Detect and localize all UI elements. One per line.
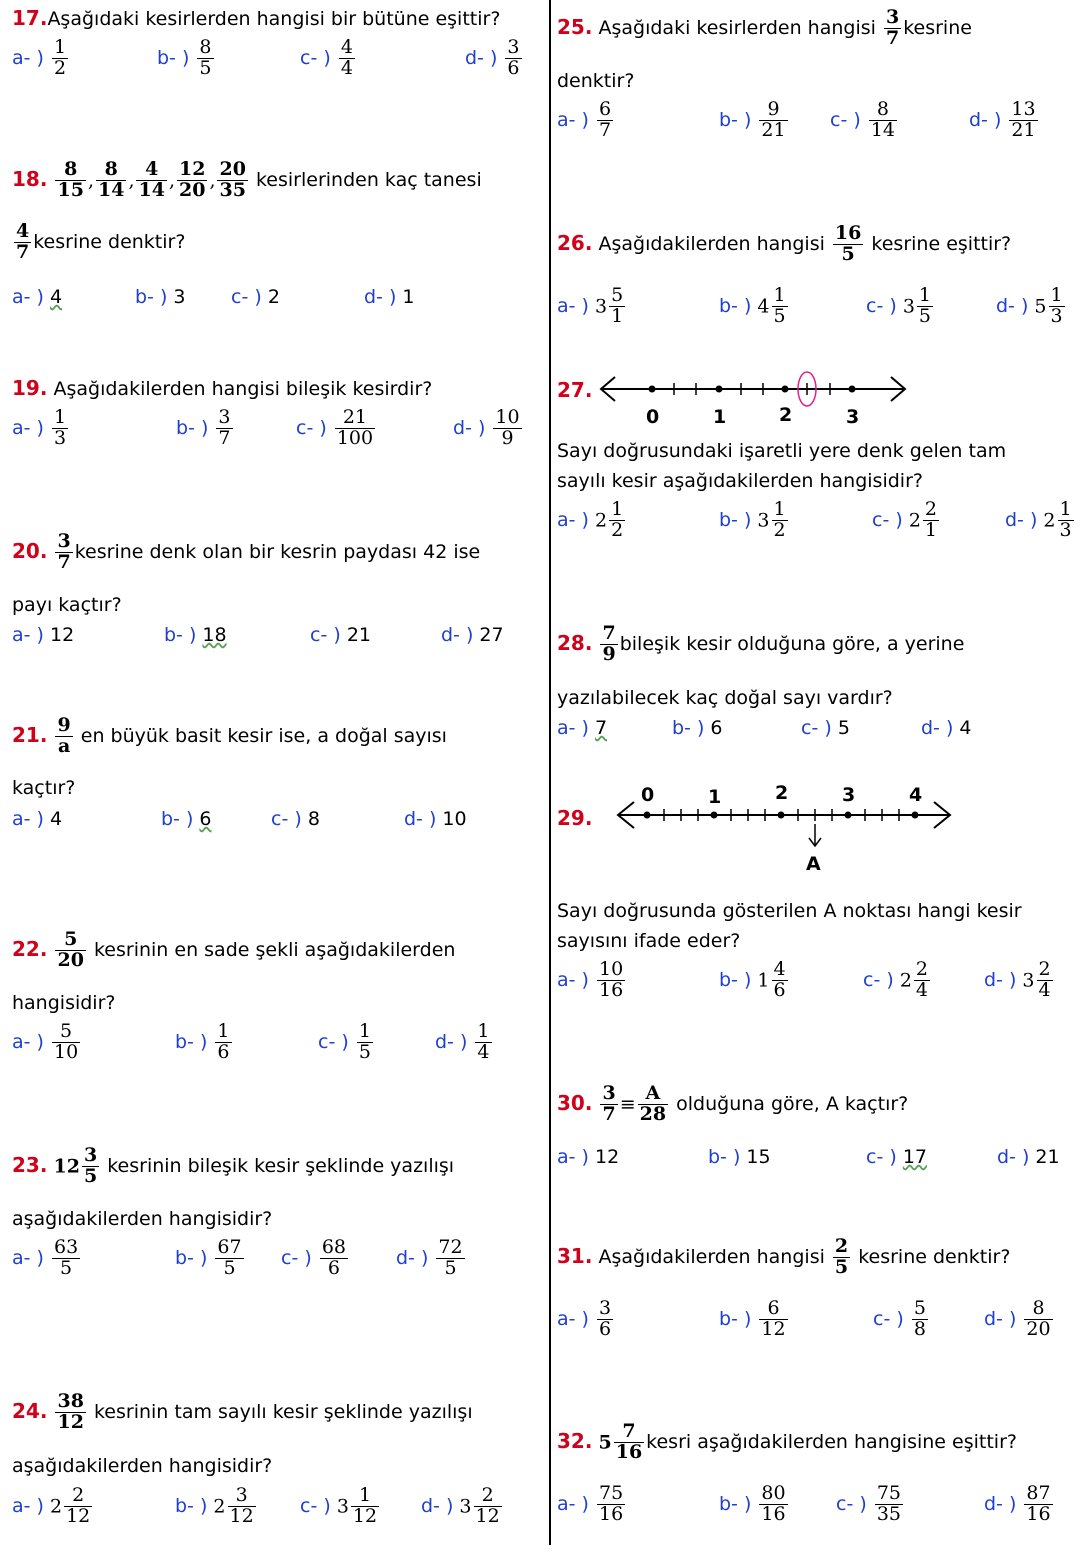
- tick-label: 1: [708, 786, 722, 808]
- option-b[interactable]: b- ) 15: [708, 1146, 771, 1168]
- question-number: 20.: [12, 538, 48, 563]
- option-b[interactable]: b- ) $\frac{1}{6}$: [175, 1020, 230, 1063]
- option-b[interactable]: b- ) $\frac{80}{16}$: [719, 1482, 786, 1525]
- tick-label: 3: [842, 784, 856, 806]
- point-0: [644, 812, 651, 819]
- option-b[interactable]: b- ) 1 $\frac{4}{6}$: [719, 958, 786, 1001]
- question-number: 28.: [557, 630, 593, 655]
- question-26-text: 26. Aşağıdakilerden hangisi $\frac{16}{5}$ kesrine eşittir?: [557, 222, 1012, 265]
- point-4: [912, 812, 919, 819]
- option-d[interactable]: d- ) 3 $\frac{2}{4}$: [984, 958, 1051, 1001]
- option-b[interactable]: b- ) $\frac{9}{21}$: [719, 98, 786, 141]
- question-number: 22.: [12, 936, 48, 961]
- tick-label: 0: [646, 406, 660, 428]
- option-d[interactable]: d- ) $\frac{3}{6}$: [465, 36, 520, 79]
- question-30-text: 30. $\frac{3}{7}$ ≡ $\frac{A}{28}$ olduğuna göre, A kaçtır?: [557, 1082, 909, 1125]
- question-32-text: 32. 5 $\frac{7}{16}$ kesri aşağıdakilerden hangisine eşittir?: [557, 1420, 1017, 1463]
- option-a[interactable]: a- ) $\frac{1}{2}$: [12, 36, 67, 79]
- question-27-text: Sayı doğrusundaki işaretli yere denk gelen tam: [557, 440, 1007, 462]
- tick-label: 1: [713, 406, 727, 428]
- question-29-number: 29.: [557, 806, 593, 830]
- question-19-text: 19. Aşağıdakilerden hangisi bileşik kesirdir?: [12, 376, 433, 400]
- question-18-text-2: $\frac{4}{7}$ kesrine denktir?: [16, 220, 186, 263]
- question-22-text: 22. $\frac{5}{20}$ kesrinin en sade şekli aşağıdakilerden: [12, 928, 456, 971]
- option-c[interactable]: c- ) 2 $\frac{2}{1}$: [872, 498, 937, 541]
- point-3: [845, 812, 852, 819]
- option-d[interactable]: d- ) 3 $\frac{2}{12}$: [421, 1484, 500, 1527]
- question-22-text-2: hangisidir?: [12, 992, 116, 1014]
- question-number: 31.: [557, 1243, 593, 1268]
- option-b[interactable]: b- ) 18: [164, 624, 227, 646]
- option-d[interactable]: d- ) $\frac{72}{5}$: [396, 1236, 463, 1279]
- question-number: 24.: [12, 1398, 48, 1423]
- question-number: 32.: [557, 1428, 593, 1453]
- option-d[interactable]: d- ) $\frac{8}{20}$: [984, 1297, 1051, 1340]
- tick-label: 4: [909, 784, 923, 806]
- option-c[interactable]: c- ) 8: [271, 808, 320, 830]
- option-a[interactable]: a- ) $\frac{1}{3}$: [12, 406, 67, 449]
- question-number: 26.: [557, 230, 593, 255]
- option-a[interactable]: a- ) $\frac{6}{7}$: [557, 98, 612, 141]
- option-a[interactable]: a- ) $\frac{63}{5}$: [12, 1236, 79, 1279]
- question-20-text: 20. $\frac{3}{7}$ kesrine denk olan bir kesrin paydası 42 ise: [12, 530, 481, 573]
- question-24-text-2: aşağıdakilerden hangisidir?: [12, 1455, 273, 1477]
- question-29-text-2: sayısını ifade eder?: [557, 930, 741, 952]
- tick-label: 3: [846, 406, 860, 428]
- column-divider: [549, 0, 551, 1545]
- option-d[interactable]: d- ) 27: [441, 624, 504, 646]
- point-1: [711, 812, 718, 819]
- question-31-text: 31. Aşağıdakilerden hangisi $\frac{2}{5}$ kesrine denktir?: [557, 1235, 1011, 1278]
- option-c[interactable]: c- ) 5: [801, 717, 850, 739]
- option-b[interactable]: b- ) 4 $\frac{1}{5}$: [719, 284, 786, 327]
- option-a[interactable]: a- ) 4: [12, 286, 63, 308]
- option-a[interactable]: a- ) $\frac{10}{16}$: [557, 958, 624, 1001]
- option-c[interactable]: c- ) $\frac{8}{14}$: [830, 98, 895, 141]
- option-a[interactable]: a- ) 12: [557, 1146, 620, 1168]
- option-c[interactable]: c- ) $\frac{68}{6}$: [281, 1236, 346, 1279]
- point-1: [716, 386, 723, 393]
- option-a[interactable]: a- ) $\frac{75}{16}$: [557, 1482, 624, 1525]
- point-a-label: A: [806, 853, 821, 875]
- option-a[interactable]: a- ) 2 $\frac{1}{2}$: [557, 498, 624, 541]
- option-c[interactable]: c- ) $\frac{1}{5}$: [318, 1020, 371, 1063]
- option-c[interactable]: c- ) 3 $\frac{1}{12}$: [300, 1484, 378, 1527]
- option-d[interactable]: d- ) 1: [364, 286, 415, 308]
- question-27-number: 27.: [557, 378, 593, 402]
- question-number: 17.: [12, 6, 48, 30]
- option-d[interactable]: d- ) $\frac{1}{4}$: [435, 1020, 490, 1063]
- question-number: 30.: [557, 1090, 593, 1115]
- option-a[interactable]: a- ) 3 $\frac{5}{1}$: [557, 284, 624, 327]
- question-17-text: 17.Aşağıdaki kesirlerden hangisi bir bütüne eşittir?: [12, 6, 501, 30]
- option-a[interactable]: a- ) 7: [557, 717, 608, 739]
- option-c[interactable]: c- ) $\frac{4}{4}$: [300, 36, 353, 79]
- option-c[interactable]: c- ) 17: [866, 1146, 927, 1168]
- option-b[interactable]: b- ) 3: [135, 286, 186, 308]
- option-c[interactable]: c- ) 21: [310, 624, 371, 646]
- option-c[interactable]: c- ) $\frac{75}{35}$: [836, 1482, 901, 1525]
- option-c[interactable]: c- ) 3 $\frac{1}{5}$: [866, 284, 931, 327]
- option-a[interactable]: a- ) $\frac{5}{10}$: [12, 1020, 79, 1063]
- question-20-text-2: payı kaçtır?: [12, 594, 122, 616]
- question-18-text: 18. $\frac{8}{15}$ , $\frac{8}{14}$ , $\frac{4}{14}$ , $\frac{12}{20}$ , $\frac{20}{35}$ kesirlerinden kaç tanesi: [12, 158, 482, 201]
- option-d[interactable]: d- ) 10: [404, 808, 467, 830]
- option-a[interactable]: a- ) 12: [12, 624, 75, 646]
- option-b[interactable]: b- ) 2 $\frac{3}{12}$: [175, 1484, 254, 1527]
- option-d[interactable]: d- ) 5 $\frac{1}{3}$: [996, 284, 1063, 327]
- question-24-text: 24. $\frac{38}{12}$ kesrinin tam sayılı kesir şeklinde yazılışı: [12, 1390, 473, 1433]
- option-b[interactable]: b- ) 3 $\frac{1}{2}$: [719, 498, 786, 541]
- option-b[interactable]: b- ) $\frac{67}{5}$: [175, 1236, 242, 1279]
- question-25-text: 25. Aşağıdaki kesirlerden hangisi $\frac{3}{7}$ kesrine: [557, 6, 972, 49]
- option-c[interactable]: c- ) $\frac{5}{8}$: [873, 1297, 926, 1340]
- question-23-text-2: aşağıdakilerden hangisidir?: [12, 1208, 273, 1230]
- option-b[interactable]: b- ) $\frac{3}{7}$: [176, 406, 231, 449]
- question-28-text-2: yazılabilecek kaç doğal sayı vardır?: [557, 687, 893, 709]
- option-d[interactable]: d- ) 2 $\frac{1}{3}$: [1005, 498, 1072, 541]
- option-c[interactable]: c- ) $\frac{21}{100}$: [296, 406, 374, 449]
- question-25-text-2: denktir?: [557, 70, 635, 92]
- point-3: [849, 386, 856, 393]
- option-d[interactable]: d- ) 21: [997, 1146, 1060, 1168]
- option-a[interactable]: a- ) $\frac{3}{6}$: [557, 1297, 612, 1340]
- option-b[interactable]: b- ) 6: [672, 717, 723, 739]
- question-number: 21.: [12, 722, 48, 747]
- option-d[interactable]: d- ) $\frac{87}{16}$: [984, 1482, 1051, 1525]
- question-number: 18.: [12, 166, 48, 191]
- question-number: 19.: [12, 376, 48, 400]
- number-line-27: [595, 370, 915, 430]
- tick-label: 0: [641, 784, 655, 806]
- number-line-29: [612, 782, 957, 878]
- option-a[interactable]: a- ) 4: [12, 808, 63, 830]
- tick-label: 2: [779, 404, 793, 426]
- option-b[interactable]: b- ) 6: [161, 808, 212, 830]
- question-21-text-2: kaçtır?: [12, 777, 76, 799]
- option-c[interactable]: c- ) 2: [231, 286, 280, 308]
- option-b[interactable]: b- ) $\frac{6}{12}$: [719, 1297, 786, 1340]
- option-a[interactable]: a- ) 2 $\frac{2}{12}$: [12, 1484, 91, 1527]
- option-b[interactable]: b- ) $\frac{8}{5}$: [157, 36, 212, 79]
- question-21-text: 21. $\frac{9}{a}$ en büyük basit kesir ise, a doğal sayısı: [12, 714, 447, 757]
- question-number: 23.: [12, 1152, 48, 1177]
- point-2: [782, 386, 789, 393]
- question-number: 25.: [557, 14, 593, 39]
- question-29-text: Sayı doğrusunda gösterilen A noktası hangi kesir: [557, 900, 1022, 922]
- point-0: [649, 386, 656, 393]
- option-c[interactable]: c- ) 2 $\frac{2}{4}$: [863, 958, 928, 1001]
- question-27-text-2: sayılı kesir aşağıdakilerden hangisidir?: [557, 470, 923, 492]
- question-28-text: 28. $\frac{7}{9}$ bileşik kesir olduğuna göre, a yerine: [557, 622, 965, 665]
- option-d[interactable]: d- ) $\frac{10}{9}$: [453, 406, 520, 449]
- option-d[interactable]: d- ) 4: [921, 717, 972, 739]
- tick-label: 2: [775, 782, 789, 804]
- question-23-text: 23. 12 $\frac{3}{5}$ kesrinin bileşik kesir şeklinde yazılışı: [12, 1144, 455, 1187]
- option-d[interactable]: d- ) $\frac{13}{21}$: [969, 98, 1036, 141]
- point-2: [778, 812, 785, 819]
